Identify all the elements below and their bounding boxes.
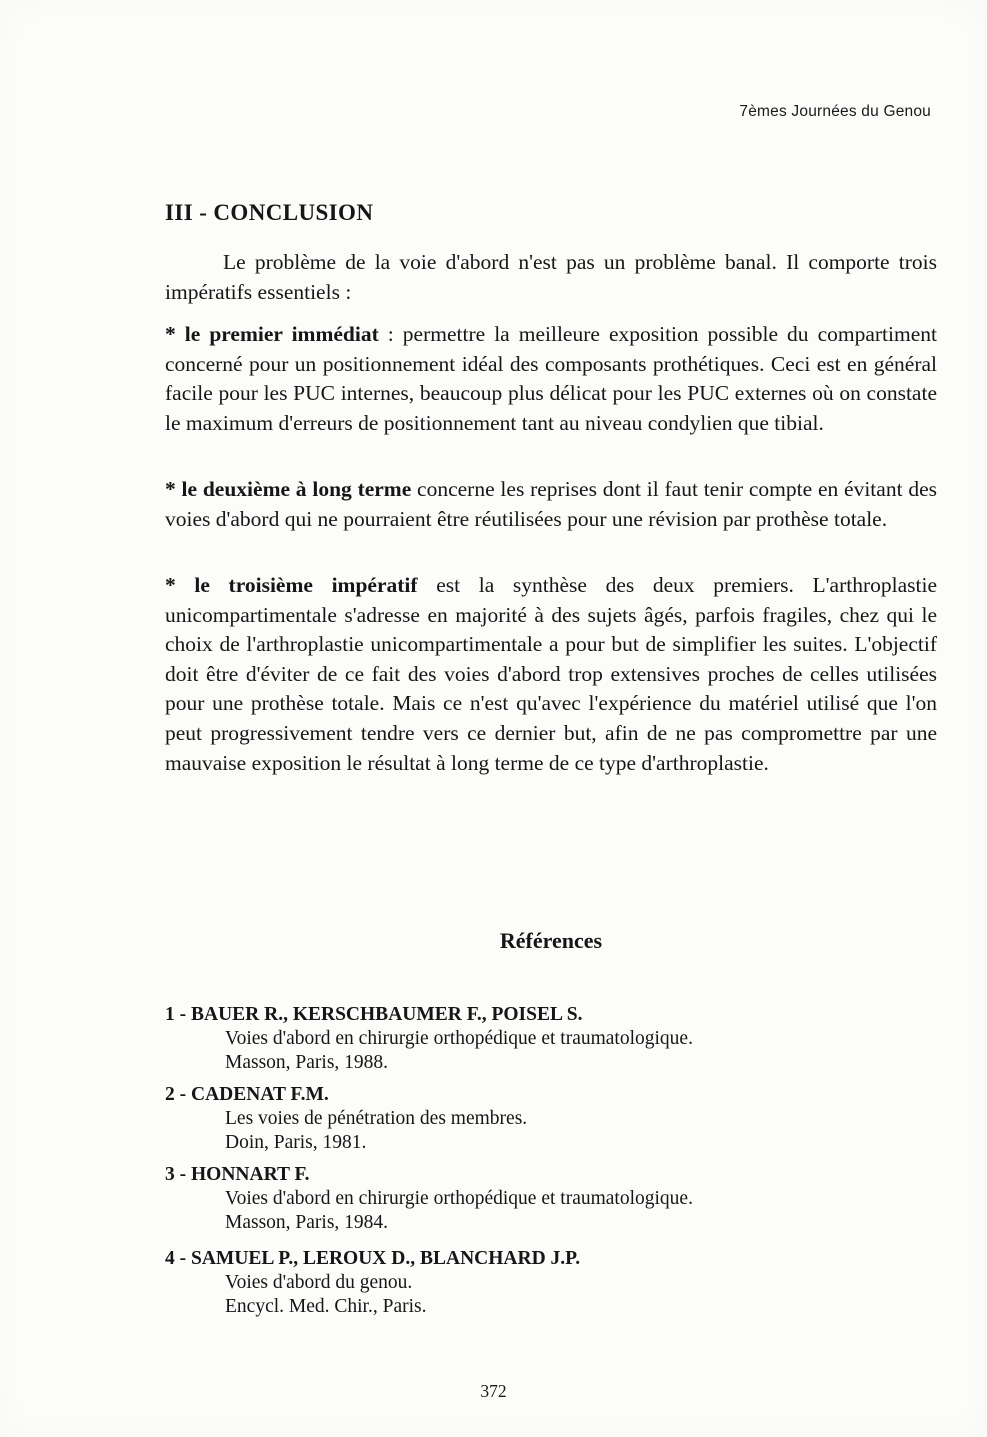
intro-paragraph: Le problème de la voie d'abord n'est pas un problème banal. Il comporte trois impératifs essentiels : <box>165 250 937 304</box>
point-1-text: : permettre la meilleure exposition possible du compartiment concerné pour un positionnement idéal des composants prothétiques. Ceci est en général facile pour les PUC internes, beaucoup plus délicat pour les PUC externes où on constate le maximum d'erreurs de positionnement tant au niveau condylien que tibial. <box>165 322 937 435</box>
reference-3-title: Voies d'abord en chirurgie orthopédique et traumatologique. <box>225 1188 693 1209</box>
journal-header: 7èmes Journées du Genou <box>739 103 931 120</box>
point-1-lead: * le premier immédiat <box>165 322 379 346</box>
reference-item-2 <box>165 1083 937 1155</box>
reference-1-authors: 1 - BAUER R., KERSCHBAUMER F., POISEL S. <box>165 1004 583 1025</box>
reference-1-title: Voies d'abord en chirurgie orthopédique et traumatologique. <box>225 1028 693 1049</box>
reference-item-3 <box>165 1163 937 1235</box>
reference-2-authors: 2 - CADENAT F.M. <box>165 1084 329 1105</box>
point-2-text: concerne les reprises dont il faut tenir compte en évitant des voies d'abord qui ne pourraient être réutilisées pour une révision par prothèse totale. <box>165 477 937 531</box>
reference-item-1 <box>165 1003 937 1075</box>
page-number: 372 <box>480 1381 507 1401</box>
reference-3-publisher: Masson, Paris, 1984. <box>225 1212 389 1233</box>
point-paragraph-3 <box>165 571 937 778</box>
point-3-lead: * le troisième impératif <box>165 573 418 597</box>
references-title: Références <box>499 928 603 953</box>
point-paragraph-1 <box>165 320 937 438</box>
point-paragraph-2 <box>165 475 937 534</box>
reference-4-authors: 4 - SAMUEL P., LEROUX D., BLANCHARD J.P. <box>165 1248 581 1269</box>
reference-1-publisher: Masson, Paris, 1988. <box>225 1052 389 1073</box>
point-3-text: est la synthèse des deux premiers. L'arthroplastie unicompartimentale s'adresse en majorité à des sujets âgés, parfois fragiles, chez qui le choix de l'arthroplastie unicompartimentale a pour but de simplifier les suites. L'objectif doit être d'éviter de ce fait des voies d'abord trop extensives proches de celles utilisées pour une prothèse totale. Mais ce n'est qu'avec l'expérience du matériel utilisé que l'on peut progressivement tendre vers ce dernier but, afin de ne pas compromettre par une mauvaise exposition le résultat à long terme de ce type d'arthroplastie. <box>165 573 938 775</box>
reference-2-title: Les voies de pénétration des membres. <box>225 1108 528 1129</box>
section-title: III - CONCLUSION <box>165 200 374 225</box>
reference-3-authors: 3 - HONNART F. <box>165 1164 310 1185</box>
reference-2-publisher: Doin, Paris, 1981. <box>225 1132 367 1153</box>
point-2-lead: * le deuxième à long terme <box>165 477 412 501</box>
reference-4-publisher: Encycl. Med. Chir., Paris. <box>225 1296 427 1317</box>
reference-item-4 <box>165 1247 937 1319</box>
reference-4-title: Voies d'abord du genou. <box>225 1272 413 1293</box>
